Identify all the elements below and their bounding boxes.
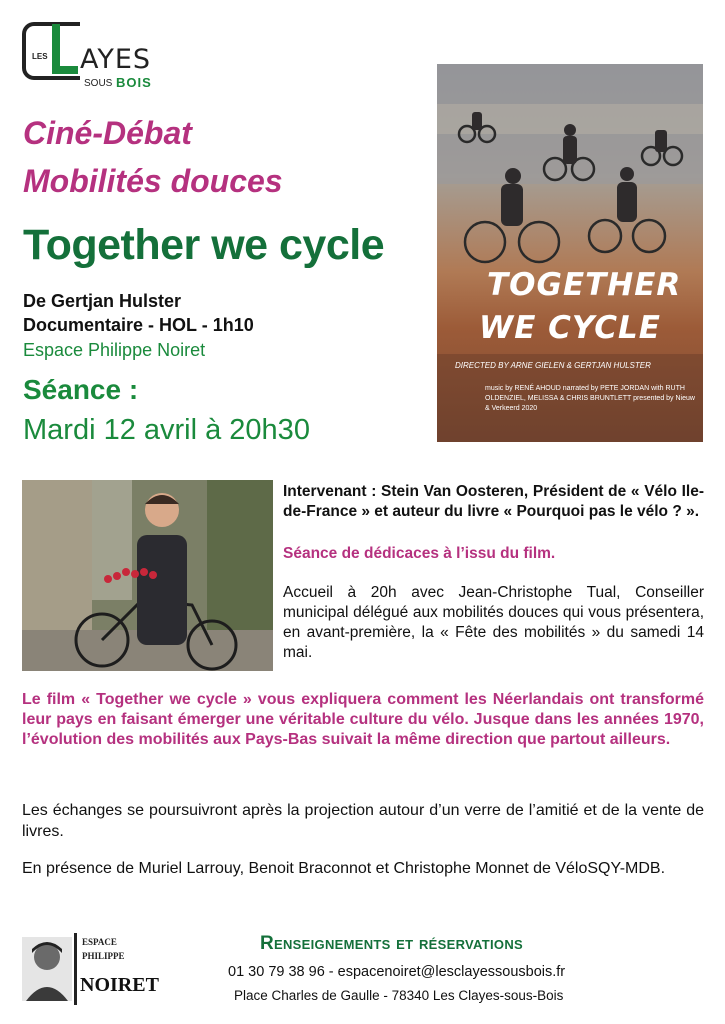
logo-ayes-text: AYES — [80, 44, 152, 75]
genre-info: Documentaire - HOL - 1h10 — [23, 315, 254, 335]
speaker-photo — [22, 480, 273, 671]
logo-bois-text: BOIS — [116, 75, 152, 90]
poster-title-line2: WE CYCLE — [479, 310, 661, 346]
espace-philippe-noiret-logo — [22, 933, 159, 1005]
poster-credits: music by RENÉ AHOUD narrated by PETE JORDAN with RUTH OLDENZIEL, MELISSA & CHRIS BRUNTLETT presented by Nieuw & Verkeerd 2020 — [485, 385, 695, 412]
film-title: Together we cycle — [23, 221, 385, 269]
address: Place Charles de Gaulle - 78340 Les Clayes-sous-Bois — [234, 988, 564, 1003]
welcome-text: Accueil à 20h avec Jean-Christophe Tual, Conseiller municipal délégué aux mobilités douces qui vous présentera, en avant-première, la « Fête des mobilités » du samedi 14 mai. — [283, 584, 704, 661]
film-poster — [437, 64, 703, 442]
poster-title-line1: TOGETHER — [487, 267, 682, 303]
seance-date: Mardi 12 avril à 20h30 — [23, 414, 310, 446]
speaker-intro: Intervenant : Stein Van Oosteren, Président de « Vélo Ile-de-France » et auteur du livre « Pourquoi pas le vélo ? ». — [283, 483, 704, 520]
info-title: Renseignements et réservations — [260, 933, 523, 954]
presence-text: En présence de Muriel Larrouy, Benoit Braconnot et Christophe Monnet de VéloSQY-MDB. — [22, 860, 666, 877]
seance-label: Séance : — [23, 374, 139, 405]
svg-text:NOIRET: NOIRET — [80, 974, 159, 996]
logo-sous-text: SOUS — [84, 78, 113, 89]
film-synopsis: Le film « Together we cycle » vous expliquera comment les Néerlandais ont transformé leur pays en faisant émerger une véritable culture du vélo. Jusque dans les années 1970, l’évolution des mobilités aux Pays-Bas suivait la même direction que partout ailleurs. — [22, 691, 704, 748]
venue-logo-graphic — [22, 933, 159, 1005]
speaker-with-bicycle-image — [22, 480, 273, 671]
contact-info: 01 30 79 38 96 - espacenoiret@lesclayessousbois.fr — [228, 964, 566, 980]
signing-session: Séance de dédicaces à l’issu du film. — [283, 545, 556, 562]
director: De Gertjan Hulster — [23, 291, 182, 311]
clayes-logo — [22, 22, 192, 92]
poster-directed-by: DIRECTED BY ARNE GIELEN & GERTJAN HULSTER — [455, 361, 651, 370]
event-theme: Mobilités douces — [23, 163, 283, 199]
logo-l-shape — [52, 24, 78, 74]
svg-text:PHILIPPE: PHILIPPE — [82, 951, 125, 961]
event-type: Ciné-Débat — [23, 115, 192, 151]
logo-les-text: LES — [32, 52, 48, 61]
exchanges-text: Les échanges se poursuivront après la projection autour d’un verre de l’amitié et de la vente de livres. — [22, 802, 704, 840]
venue-name: Espace Philippe Noiret — [23, 340, 206, 360]
svg-text:ESPACE: ESPACE — [82, 937, 117, 947]
